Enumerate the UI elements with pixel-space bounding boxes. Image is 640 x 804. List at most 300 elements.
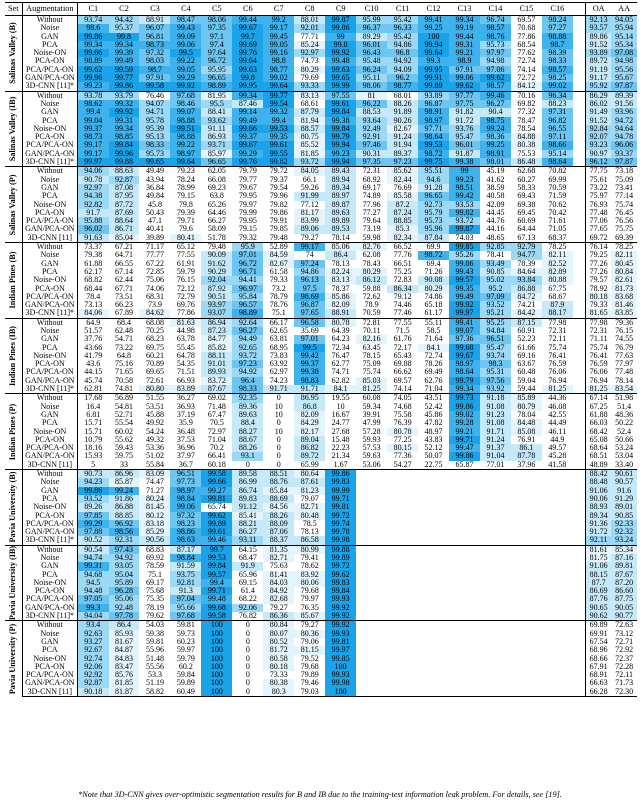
score-cell: 61.58	[269, 267, 288, 276]
column-separator	[573, 167, 586, 176]
score-cell	[387, 646, 418, 654]
score-cell: 1.67	[333, 460, 348, 469]
score-cell: 60.08	[356, 394, 387, 403]
score-cell: 44.49	[548, 419, 567, 428]
score-cell: 93.52	[480, 301, 511, 309]
score-cell: 99.62	[78, 66, 109, 74]
score-cell: 85.24	[294, 41, 325, 49]
aa-cell: 79.36	[611, 318, 637, 327]
score-cell: 0	[245, 460, 250, 469]
score-cell	[387, 688, 418, 697]
score-cell	[356, 528, 387, 536]
score-cell: 41.62	[486, 175, 505, 184]
score-cell: 99.65	[139, 158, 170, 167]
score-cell: 98.84	[170, 554, 201, 562]
score-cell: 94.74	[78, 554, 109, 562]
score-cell: 99.02	[449, 411, 480, 419]
score-cell: 88.64	[109, 217, 140, 225]
set-label-cell	[5, 91, 22, 167]
score-cell: 99.37	[78, 125, 109, 133]
score-cell: 88.37	[263, 536, 294, 545]
score-cell: 70.89	[145, 360, 164, 369]
aa-cell: 51.98	[611, 394, 637, 403]
score-cell: 62.76	[424, 376, 443, 385]
score-cell: 99.84	[325, 587, 356, 595]
score-cell: 97.04	[170, 595, 201, 603]
aa-cell: 96.06	[611, 141, 637, 149]
score-cell: 0	[276, 444, 281, 453]
table-row	[5, 66, 637, 74]
score-cell: 98.83	[294, 377, 325, 385]
score-cell: 66.51	[393, 259, 412, 268]
score-cell: 64.44	[517, 225, 536, 234]
augmentation-label: PCA	[22, 41, 78, 49]
score-cell: 95.84	[232, 293, 263, 301]
score-cell: 93.76	[449, 125, 480, 133]
score-cell: 64.78	[176, 351, 195, 360]
score-cell: 99.46	[201, 536, 232, 545]
oa-cell: 93.89	[586, 49, 612, 57]
score-cell: 91.7	[78, 209, 109, 217]
score-cell	[418, 571, 449, 579]
score-cell: 10	[274, 402, 283, 411]
aa-cell: 94.78	[611, 133, 637, 141]
score-cell: 43.51	[418, 394, 449, 403]
score-cell: 99.86	[78, 33, 109, 41]
score-cell: 85.67	[294, 612, 325, 621]
score-cell: 84.48	[511, 419, 542, 427]
score-cell: 99.88	[325, 545, 356, 554]
score-cell: 94.84	[480, 327, 511, 335]
score-cell: 77.76	[393, 251, 412, 260]
score-cell	[542, 638, 573, 646]
aa-cell: 91.6	[611, 487, 637, 495]
score-cell	[418, 630, 449, 638]
score-cell: 68.61	[300, 99, 319, 108]
score-cell	[356, 579, 387, 587]
table-row	[5, 33, 637, 41]
score-cell: 91.71	[294, 385, 325, 394]
augmentation-label: PCA/PCA-ON	[22, 595, 78, 603]
score-cell: 59.04	[517, 376, 536, 385]
score-cell: 66.17	[263, 318, 294, 327]
score-cell: 84.05	[294, 167, 325, 176]
column-separator	[573, 503, 586, 511]
score-cell	[511, 587, 542, 595]
score-cell: 97.32	[139, 49, 170, 57]
augmentation-label: PCA/PCA-ON	[22, 293, 78, 301]
score-cell: 52.42	[424, 402, 443, 411]
table-row	[5, 655, 637, 663]
score-cell	[418, 595, 449, 603]
score-cell: 86.88	[109, 503, 140, 511]
score-cell: 22.75	[424, 460, 443, 469]
score-cell: 99.41	[449, 318, 480, 327]
score-cell: 99.58	[139, 82, 170, 91]
score-cell	[418, 528, 449, 536]
score-cell: 43.83	[424, 435, 443, 444]
score-cell: 99.68	[449, 344, 480, 352]
score-cell: 55.96	[145, 646, 164, 655]
score-cell: 69.49	[424, 368, 443, 377]
oa-cell: 81.61	[586, 545, 612, 554]
score-cell: 87.79	[294, 108, 325, 116]
score-cell: 15.48	[331, 435, 350, 444]
score-cell: 88.26	[232, 444, 263, 452]
score-cell: 63.81	[269, 335, 288, 344]
score-cell: 89.97	[325, 192, 356, 200]
score-cell: 91.08	[480, 403, 511, 411]
score-cell	[480, 571, 511, 579]
score-cell: 99.96	[109, 150, 140, 158]
table-row	[5, 394, 637, 403]
oa-cell: 88.93	[586, 503, 612, 511]
score-cell	[449, 571, 480, 579]
score-cell	[449, 579, 480, 587]
score-cell: 60.18	[207, 460, 226, 469]
table-row	[5, 251, 637, 259]
score-cell: 81.35	[263, 545, 294, 554]
score-cell: 91.04	[480, 452, 511, 460]
score-cell: 98.06	[356, 82, 387, 91]
oa-cell: 77.48	[589, 208, 608, 217]
table-row	[5, 419, 637, 427]
score-cell	[542, 604, 573, 612]
score-cell: 70.58	[115, 376, 133, 385]
score-cell	[387, 562, 418, 570]
score-cell: 60.91	[517, 326, 536, 335]
score-cell: 99.07	[449, 327, 480, 335]
score-cell: 51.55	[139, 394, 170, 403]
score-cell: 77.86	[517, 32, 536, 41]
score-cell: 96.97	[232, 285, 263, 293]
score-cell: 88.41	[201, 108, 232, 116]
score-cell: 85.76	[109, 671, 140, 679]
score-cell: 59.97	[176, 646, 195, 655]
augmentation-label: GAN	[22, 260, 78, 268]
score-cell	[542, 612, 573, 621]
augmentation-label: GAN/PCA-ON	[22, 452, 78, 460]
oa-cell: 78.92	[589, 284, 608, 293]
score-cell: 98.01	[480, 158, 511, 167]
column-separator	[573, 411, 586, 419]
table-row	[5, 16, 637, 25]
score-cell: 99.34	[78, 41, 109, 49]
score-cell: 70.59	[548, 183, 567, 192]
score-cell: 96.22	[356, 100, 387, 108]
score-cell: 62.97	[269, 368, 288, 377]
score-cell: 98.72	[418, 251, 449, 259]
augmentation-label: 3D-CNN [11]	[22, 461, 78, 470]
score-cell: 59.75	[115, 452, 133, 461]
score-cell: 93.62	[201, 117, 232, 125]
score-cell	[356, 520, 387, 528]
score-cell: 41.79	[84, 351, 103, 360]
score-cell: 70.59	[362, 309, 381, 318]
score-cell: 76.69	[393, 183, 412, 192]
score-cell: 81.67	[109, 638, 140, 646]
score-cell: 55.84	[145, 460, 164, 469]
score-cell	[449, 595, 480, 603]
score-cell: 99.83	[325, 579, 356, 587]
score-cell: 98.36	[480, 133, 511, 141]
score-cell: 99.79	[325, 133, 356, 141]
score-cell: 99.23	[325, 150, 356, 158]
score-cell: 79.15	[238, 225, 257, 234]
aa-cell: 78.25	[611, 243, 637, 252]
class-header-c15: C15	[511, 3, 542, 16]
column-separator	[573, 201, 586, 209]
score-cell: 54.71	[115, 335, 133, 344]
class-header-c16: C16	[542, 3, 573, 16]
score-cell	[356, 512, 387, 520]
score-cell: 87.78	[511, 452, 542, 460]
score-cell: 80.29	[418, 285, 449, 293]
augmentation-label: PCA/PCA-ON	[22, 444, 78, 452]
score-cell: 98.75	[480, 117, 511, 125]
score-cell: 99.67	[232, 141, 263, 149]
oa-cell: 77.26	[589, 259, 608, 268]
score-cell: 58.09	[207, 225, 226, 234]
score-cell	[542, 571, 573, 579]
score-cell: 99.81	[201, 495, 232, 503]
score-cell: 57.53	[362, 444, 381, 453]
score-cell: 95.11	[356, 74, 387, 82]
score-cell: 96.72	[201, 57, 232, 65]
score-cell: 87.67	[201, 385, 232, 394]
score-cell: 85.08	[511, 428, 542, 436]
score-cell	[511, 470, 542, 479]
augmentation-label: Noise	[22, 403, 78, 411]
table-row	[5, 671, 637, 679]
score-cell: 82.76	[356, 243, 387, 252]
score-cell: 79.48	[201, 243, 232, 252]
score-cell: 40.41	[145, 225, 164, 234]
oa-cell: 76.93	[589, 200, 608, 209]
score-cell: 92.97	[78, 184, 109, 192]
augmentation-label: GAN	[22, 108, 78, 116]
score-cell: 99	[325, 33, 356, 41]
score-cell	[511, 478, 542, 486]
score-cell: 99.04	[78, 117, 109, 125]
column-separator	[573, 285, 586, 293]
column-separator	[573, 579, 586, 587]
score-cell: 80.84	[263, 621, 294, 630]
score-cell: 84.87	[109, 646, 140, 654]
augmentation-label: Without	[22, 470, 78, 479]
aa-cell: 93.96	[611, 108, 637, 116]
aa-cell: 81.73	[611, 285, 637, 293]
score-cell: 89.34	[325, 184, 356, 192]
oa-cell: 48.89	[589, 460, 608, 469]
score-cell: 73.22	[115, 343, 133, 352]
score-cell: 84.83	[109, 655, 140, 663]
score-cell: 96.74	[480, 16, 511, 25]
score-cell	[418, 512, 449, 520]
score-cell: 99.62	[449, 82, 480, 91]
score-cell: 87.06	[263, 528, 294, 536]
score-cell: 86.34	[387, 285, 418, 293]
score-cell	[418, 646, 449, 654]
score-cell: 55.45	[176, 343, 195, 352]
augmentation-label: Without	[22, 318, 78, 327]
score-cell: 96.24	[356, 66, 387, 74]
score-cell: 73.33	[269, 671, 288, 680]
score-cell	[387, 571, 418, 579]
score-cell: 88.09	[263, 520, 294, 528]
score-cell	[480, 495, 511, 503]
score-cell: 87.2	[387, 201, 418, 209]
score-cell: 97.55	[325, 91, 356, 100]
oa-cell: 73.22	[589, 183, 608, 192]
score-cell: 94.92	[387, 57, 418, 65]
score-cell: 98.03	[139, 57, 170, 65]
oa-cell: 79.57	[589, 276, 608, 285]
score-cell: 99.91	[418, 74, 449, 82]
score-cell: 62.17	[84, 267, 103, 276]
column-separator	[573, 419, 586, 427]
score-cell: 77.62	[517, 49, 536, 58]
score-cell: 69.92	[145, 554, 164, 562]
score-cell: 60.2	[178, 662, 193, 671]
table-row	[5, 344, 637, 352]
score-cell: 35.69	[300, 326, 319, 335]
score-cell: 54.27	[393, 460, 412, 469]
table-row	[5, 452, 637, 460]
score-cell: 99.34	[232, 91, 263, 100]
score-cell: 91.71	[480, 428, 511, 436]
augmentation-label: 3D-CNN [11]*	[22, 82, 78, 91]
score-cell: 78.15	[362, 351, 381, 360]
score-cell: 74.03	[455, 233, 474, 242]
score-cell: 78.9	[364, 301, 379, 310]
column-separator	[573, 545, 586, 554]
score-cell: 92.63	[78, 630, 109, 638]
score-cell: 84.06	[78, 309, 109, 318]
oa-cell: 88.15	[586, 571, 612, 579]
score-cell: 99.31	[78, 562, 109, 570]
score-cell	[511, 495, 542, 503]
score-cell: 98.25	[542, 74, 573, 82]
score-cell: 76.91	[517, 435, 536, 444]
score-cell: 99.99	[325, 82, 356, 91]
score-cell: 76.35	[300, 603, 319, 612]
score-cell: 93.75	[170, 571, 201, 579]
score-cell	[387, 536, 418, 545]
score-cell: 44.98	[176, 326, 195, 335]
score-cell: 62.65	[269, 326, 288, 335]
score-cell: 99.92	[325, 49, 356, 57]
score-cell: 71.05	[548, 225, 567, 234]
score-cell: 69.17	[362, 183, 381, 192]
score-cell: 95.37	[109, 24, 140, 32]
score-cell: 91.18	[480, 394, 511, 403]
score-cell: 94.42	[109, 16, 140, 25]
oa-cell: 75.74	[589, 343, 608, 352]
score-cell: 0	[263, 394, 294, 403]
column-separator	[573, 470, 586, 479]
score-cell: 24.77	[331, 419, 350, 428]
score-cell: 88.23	[542, 100, 573, 108]
score-cell	[480, 663, 511, 671]
oa-cell: 67.54	[589, 637, 608, 646]
score-cell: 99.81	[325, 638, 356, 646]
score-cell: 99.17	[294, 243, 325, 252]
score-cell	[449, 604, 480, 612]
score-cell	[542, 536, 573, 545]
score-cell: 98.33	[542, 57, 573, 65]
score-cell: 96.65	[201, 74, 232, 82]
score-cell: 79.85	[269, 225, 288, 234]
table-row	[5, 385, 637, 394]
score-cell: 85.58	[387, 192, 418, 200]
score-cell: 85.82	[201, 344, 232, 352]
score-cell: 71.5	[395, 326, 410, 335]
score-cell: 71.65	[115, 368, 133, 377]
score-cell: 49.92	[145, 419, 164, 428]
score-cell: 38.59	[486, 183, 505, 192]
aa-cell: 72.11	[615, 671, 633, 680]
score-cell	[480, 630, 511, 638]
score-cell: 95.73	[418, 217, 449, 225]
class-header-c5: C5	[201, 3, 232, 16]
score-cell: 90.08	[418, 276, 449, 284]
score-cell	[387, 663, 418, 671]
table-row	[5, 520, 637, 528]
table-row	[5, 411, 637, 419]
oa-cell: 89.34	[586, 512, 612, 520]
column-separator	[573, 209, 586, 217]
score-cell	[387, 604, 418, 612]
score-cell: 72.17	[393, 343, 412, 352]
score-cell	[418, 579, 449, 587]
score-cell	[449, 487, 480, 495]
score-cell: 78.4	[86, 292, 101, 301]
score-cell: 94.38	[78, 192, 109, 200]
augmentation-label: PCA-ON	[22, 663, 78, 671]
score-cell: 66.41	[207, 452, 226, 461]
score-cell: 78.19	[145, 603, 164, 612]
score-cell: 66.08	[207, 175, 226, 184]
augmentation-label: GAN/PCA-ON	[22, 377, 78, 385]
score-cell: 93.53	[449, 201, 480, 209]
score-cell	[418, 554, 449, 562]
score-cell: 79.27	[300, 233, 319, 242]
score-cell	[542, 562, 573, 570]
score-cell: 62.77	[331, 360, 350, 369]
score-cell: 74.14	[517, 65, 536, 74]
score-cell: 98.66	[542, 141, 573, 149]
column-separator	[573, 646, 586, 654]
score-cell: 45.74	[84, 376, 103, 385]
oa-cell: 67.14	[586, 394, 612, 403]
score-cell: 51.19	[145, 679, 164, 688]
score-cell: 74.73	[300, 57, 319, 66]
score-cell: 39.91	[362, 410, 381, 419]
score-cell	[542, 470, 573, 479]
score-cell: 98.84	[170, 495, 201, 503]
score-cell: 15.93	[84, 452, 103, 461]
score-cell: 84.29	[294, 419, 325, 427]
score-cell: 99	[449, 167, 480, 176]
score-cell: 90.56	[139, 536, 170, 545]
score-cell: 97.88	[78, 528, 109, 536]
set-label: Pavia University (IB)	[8, 545, 18, 621]
aa-cell: 90.61	[611, 470, 637, 479]
score-cell: 98.33	[139, 141, 170, 149]
table-row	[5, 209, 637, 217]
score-cell	[356, 595, 387, 603]
